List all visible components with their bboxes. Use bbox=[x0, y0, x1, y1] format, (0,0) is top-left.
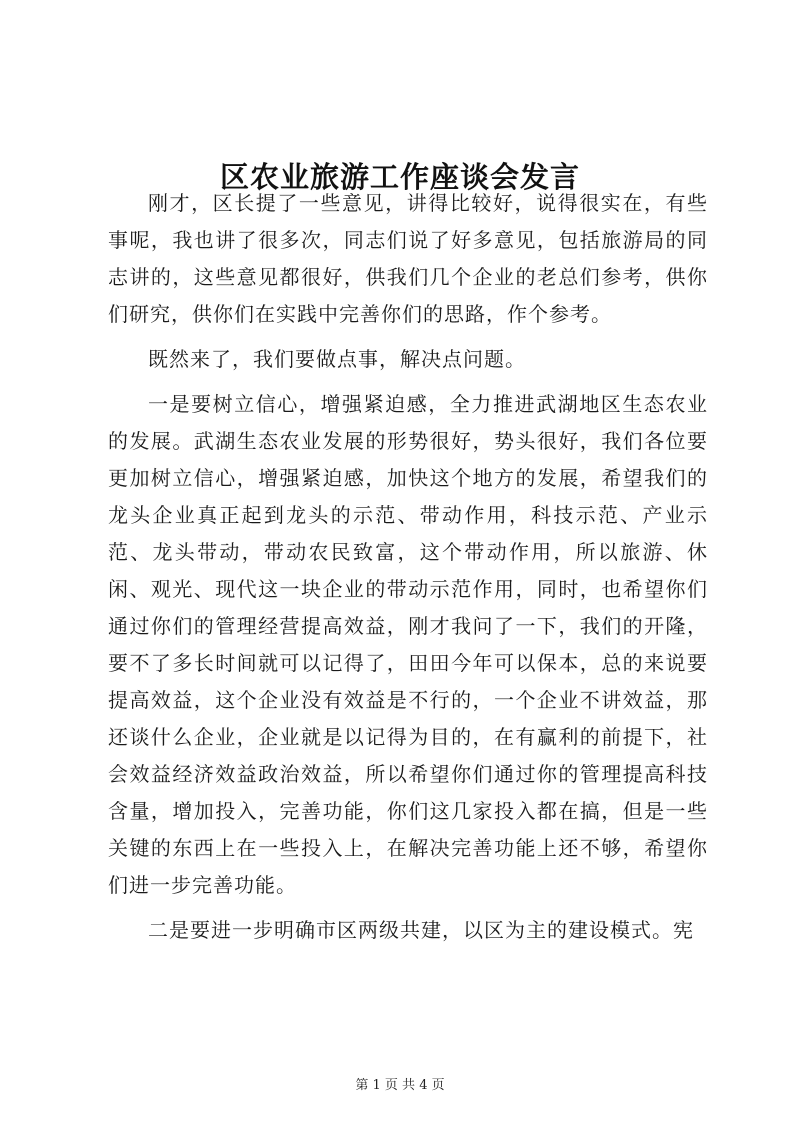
paragraph-3: 一是要树立信心，增强紧迫感，全力推进武湖地区生态农业的发展。武湖生态农业发展的形势很好，势头很好，我们各位要更加树立信心，增强紧迫感，加快这个地方的发展，希望我们的龙头企业真正起到龙头的示范、带动作用，科技示范、产业示范、龙头带动，带动农民致富，这个带动作用，所以旅游、休闲、观光、现代这一块企业的带动示范作用，同时，也希望你们通过你们的管理经营提高效益，刚才我问了一下，我们的开隆，要不了多长时间就可以记得了，田田今年可以保本，总的来说要提高效益，这个企业没有效益是不行的，一个企业不讲效益，那还谈什么企业，企业就是以记得为目的，在有赢利的前提下，社会效益经济效益政治效益，所以希望你们通过你的管理提高科技含量，增加投入，完善功能，你们这几家投入都在搞，但是一些关键的东西上在一些投入上，在解决完善功能上还不够，希望你们进一步完善功能。 bbox=[108, 392, 708, 897]
paragraph-4: 二是要进一步明确市区两级共建，以区为主的建设模式。宪 bbox=[148, 918, 694, 942]
paragraph-2: 既然来了，我们要做点事，解决点问题。 bbox=[148, 347, 526, 371]
page-footer: 第 1 页 共 4 页 bbox=[355, 1078, 445, 1093]
document-body bbox=[108, 185, 708, 957]
paragraph-1: 刚才，区长提了一些意见，讲得比较好，说得很实在，有些事呢，我也讲了很多次，同志们说了好多意见，包括旅游局的同志讲的，这些意见都很好，供我们几个企业的老总们参考，供你们研究，供你们在实践中完善你们的思路，作个参考。 bbox=[108, 191, 708, 326]
document-title: 区农业旅游工作座谈会发言 bbox=[219, 160, 580, 195]
